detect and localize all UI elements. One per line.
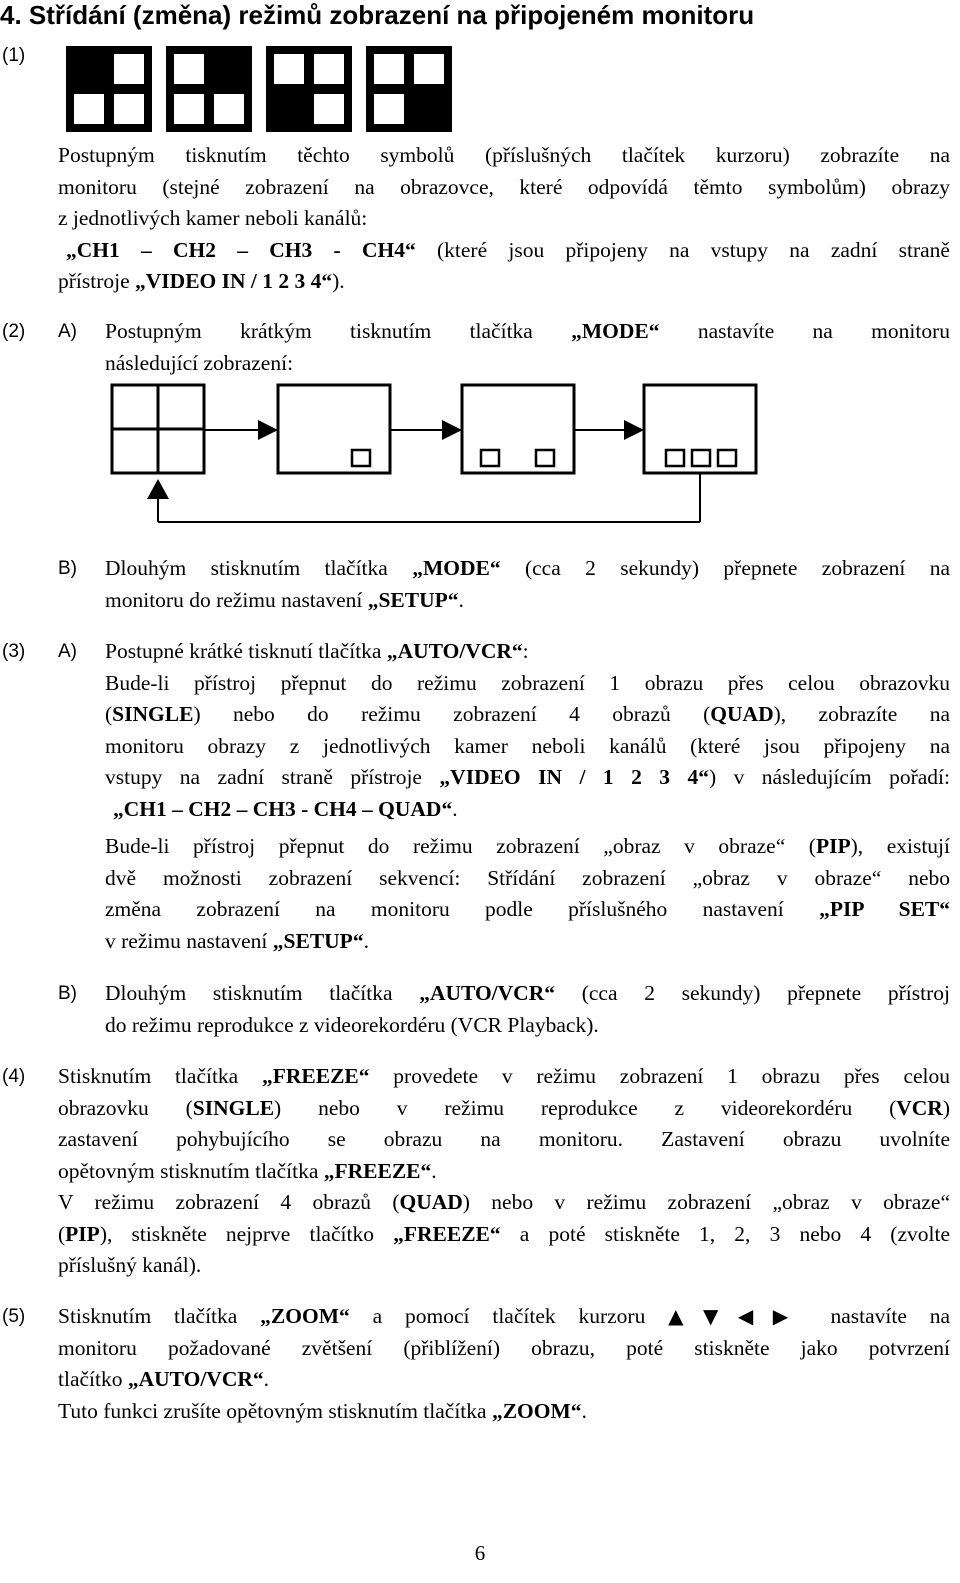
item-a-label: A)	[58, 321, 77, 342]
section-3b-text: Dlouhým stisknutím tlačítka „AUTO/VCR“ (cca 2 sekundy) přepnete přístroj do režimu reprodukce z videorekordéru (VCR Playback).	[105, 981, 950, 1037]
page-number: 6	[474, 1541, 486, 1565]
section-2a-text: Postupným krátkým tisknutím tlačítka „MODE“ nastavíte na monitoru následující zobrazení:	[105, 319, 950, 375]
section-number-1: (1)	[2, 45, 26, 66]
section-number-4: (4)	[2, 1066, 26, 1087]
item-b-label: B)	[58, 558, 77, 579]
display-mode-icons	[66, 46, 456, 132]
section-1-text: Postupným tisknutím těchto symbolů (příslušných tlačítek kurzoru) zobrazíte na monitoru (stejné zobrazení na obrazovce, které odpovídá těmto symbolům) obrazy z jednotlivých kamer neboli kanálů: „CH1 – CH2 – CH3 - CH4“ (které jsou připojeny na vstupy na zadní straně přístroje „VIDEO IN / 1 2 3 4“).	[58, 143, 950, 293]
section-5-text: Stisknutím tlačítka „ZOOM“ a pomocí tlačítek kurzoru ▲▼◀▶ nastavíte na monitoru požadované zvětšení (přiblížení) obrazu, poté stiskněte jako potvrzení tlačítko „AUTO/VCR“. Tuto funkci zrušíte opětovným stisknutím tlačítka „ZOOM“.	[58, 1304, 950, 1423]
item-b-label: B)	[58, 983, 77, 1004]
cursor-arrows-icon: ▲▼◀▶	[668, 1304, 808, 1328]
mode-cycle-diagram	[100, 375, 780, 530]
section-3a-pip-text: Bude-li přístroj přepnut do režimu zobrazení „obraz v obraze“ (PIP), existují dvě možnosti zobrazení sekvencí: Střídání zobrazení „obraz v obraze“ nebo změna zobrazení na monitoru podle příslušného nastavení „PIP SET“ v režimu nastavení „SETUP“.	[105, 834, 950, 953]
section-2b-text: Dlouhým stisknutím tlačítka „MODE“ (cca 2 sekundy) přepnete zobrazení na monitoru do režimu nastavení „SETUP“.	[105, 556, 950, 612]
section-number-3: (3)	[2, 641, 26, 662]
section-4-text: Stisknutím tlačítka „FREEZE“ provedete v režimu zobrazení 1 obrazu přes celou obrazovku (SINGLE) nebo v režimu reprodukce z videorekordéru (VCR) zastavení pohybujícího se obrazu na monitoru. Zastavení obrazu uvolníte opětovným stisknutím tlačítka „FREEZE“. V režimu zobrazení 4 obrazů (QUAD) nebo v režimu zobrazení „obraz v obraze“ (PIP), stiskněte nejprve tlačítko „FREEZE“ a poté stiskněte 1, 2, 3 nebo 4 (zvolte příslušný kanál).	[58, 1064, 951, 1277]
mode-icon-ch1	[66, 46, 152, 132]
mode-icon-ch2	[166, 46, 252, 132]
mode-icon-ch3	[266, 46, 352, 132]
section-number-2: (2)	[2, 321, 26, 342]
page-title: 4. Střídání (změna) režimů zobrazení na připojeném monitoru	[0, 0, 755, 30]
section-3a-text: Postupné krátké tisknutí tlačítka „AUTO/VCR“: Bude-li přístroj přepnut do režimu zobrazení 1 obrazu přes celou obrazovku (SINGLE) nebo do režimu zobrazení 4 obrazů (QUAD), zobrazíte na monitoru obrazy z jednotlivých kamer neboli kanálů (které jsou připojeny na vstupy na zadní straně přístroje „VIDEO IN / 1 2 3 4“) v následujícím pořadí: „CH1 – CH2 – CH3 - CH4 – QUAD“.	[105, 639, 950, 821]
section-number-5: (5)	[2, 1306, 26, 1327]
item-a-label: A)	[58, 641, 77, 662]
mode-icon-ch4	[366, 46, 452, 132]
